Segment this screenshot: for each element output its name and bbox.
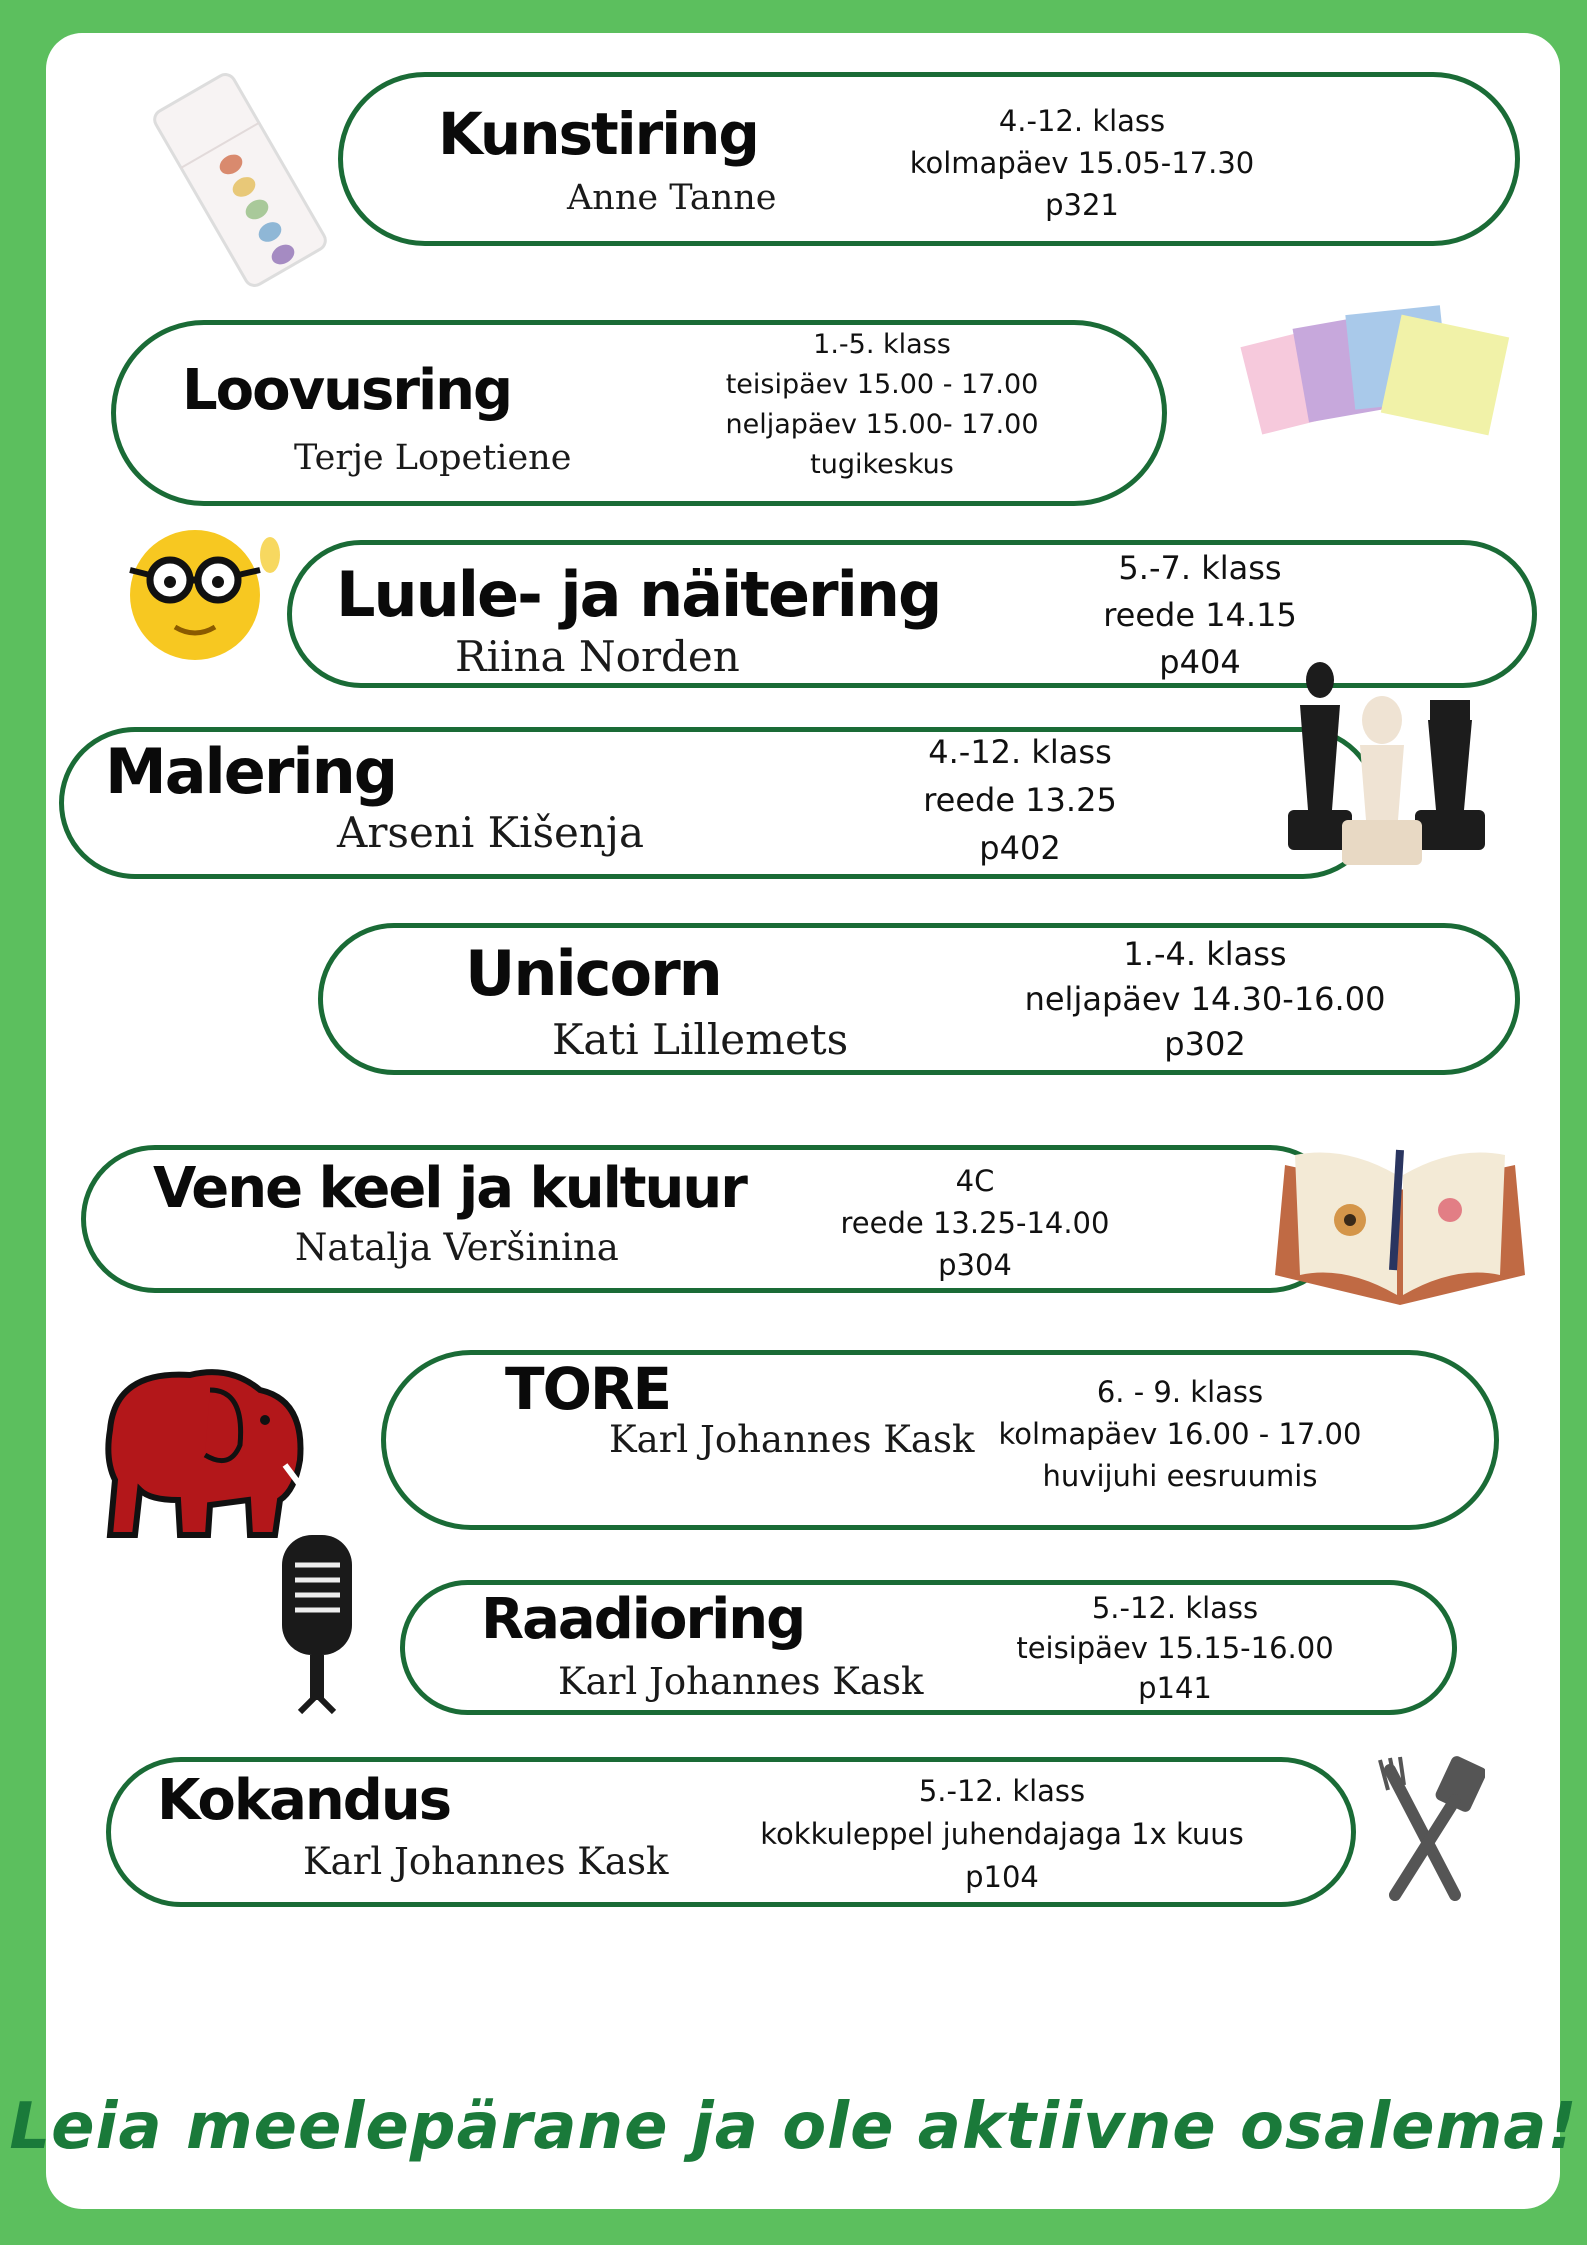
club-info <box>1005 1588 1345 1708</box>
club-grade: 1.-4. klass <box>1123 935 1287 973</box>
club-info <box>752 1770 1252 1899</box>
club-teacher: Riina Norden <box>455 632 740 681</box>
club-info <box>692 325 1072 485</box>
elephant-icon <box>80 1350 330 1540</box>
utensils-icon <box>1370 1755 1485 1905</box>
club-room: p402 <box>979 829 1061 867</box>
club-room: tugikeskus <box>810 449 954 480</box>
club-time: kolmapäev 15.05-17.30 <box>909 146 1255 180</box>
club-room: p141 <box>1138 1671 1212 1705</box>
club-info <box>882 100 1282 226</box>
club-time: reede 13.25 <box>923 781 1117 819</box>
club-teacher: Terje Lopetiene <box>294 438 572 478</box>
club-room: huvijuhi eesruumis <box>1042 1459 1318 1493</box>
nerd-emoji-icon <box>115 515 285 675</box>
club-teacher: Karl Johannes Kask <box>609 1418 975 1461</box>
club-title: Kunstiring <box>438 100 758 168</box>
club-title: Malering <box>105 735 397 808</box>
club-time: kokkuleppel juhendajaga 1x kuus <box>760 1817 1244 1851</box>
club-title: Loovusring <box>182 358 512 423</box>
club-time: teisipäev 15.00 - 17.00 <box>725 369 1039 400</box>
club-info <box>990 1371 1370 1497</box>
club-grade: 4.-12. klass <box>998 104 1166 138</box>
club-grade: 4.-12. klass <box>928 733 1112 771</box>
club-teacher: Anne Tanne <box>567 178 777 218</box>
slogan: Leia meelepärane ja ole aktiivne osalema! <box>9 2090 1578 2164</box>
open-book-icon <box>1275 1135 1525 1310</box>
club-room: p304 <box>938 1248 1012 1282</box>
club-time: kolmapäev 16.00 - 17.00 <box>998 1417 1362 1451</box>
club-grade: 5.-7. klass <box>1118 549 1282 587</box>
paper-sheets-icon <box>1240 295 1520 455</box>
chess-pieces-icon <box>1270 660 1490 880</box>
club-title: TORE <box>505 1355 671 1423</box>
club-time: reede 14.15 <box>1103 596 1297 634</box>
club-title: Unicorn <box>465 937 721 1010</box>
club-info <box>830 728 1210 872</box>
club-teacher: Karl Johannes Kask <box>303 1840 669 1883</box>
club-grade: 5.-12. klass <box>1091 1591 1259 1625</box>
club-teacher: Karl Johannes Kask <box>558 1660 924 1703</box>
club-grade: 1.-5. klass <box>813 329 951 360</box>
paint-palette-icon <box>140 70 340 290</box>
club-teacher: Kati Lillemets <box>552 1015 849 1064</box>
club-time: neljapäev 14.30-16.00 <box>1024 980 1386 1018</box>
club-room: p302 <box>1164 1025 1246 1063</box>
microphone-icon <box>270 1530 370 1715</box>
club-time: neljapäev 15.00- 17.00 <box>725 409 1039 440</box>
club-info <box>790 1160 1160 1286</box>
club-room: p104 <box>965 1860 1039 1894</box>
club-room: p404 <box>1159 643 1241 681</box>
club-time: teisipäev 15.15-16.00 <box>1016 1631 1334 1665</box>
club-teacher: Arseni Kišenja <box>337 808 644 857</box>
club-title: Vene keel ja kultuur <box>153 1156 746 1221</box>
club-title: Luule- ja näitering <box>336 558 941 631</box>
club-grade: 6. - 9. klass <box>1096 1375 1264 1409</box>
club-time: reede 13.25-14.00 <box>840 1206 1110 1240</box>
club-title: Kokandus <box>157 1768 451 1833</box>
club-grade: 5.-12. klass <box>918 1774 1086 1808</box>
club-title: Raadioring <box>481 1587 805 1652</box>
club-grade: 4C <box>955 1164 995 1198</box>
club-teacher: Natalja Veršinina <box>295 1226 619 1269</box>
club-info <box>1000 932 1410 1067</box>
club-room: p321 <box>1045 188 1119 222</box>
